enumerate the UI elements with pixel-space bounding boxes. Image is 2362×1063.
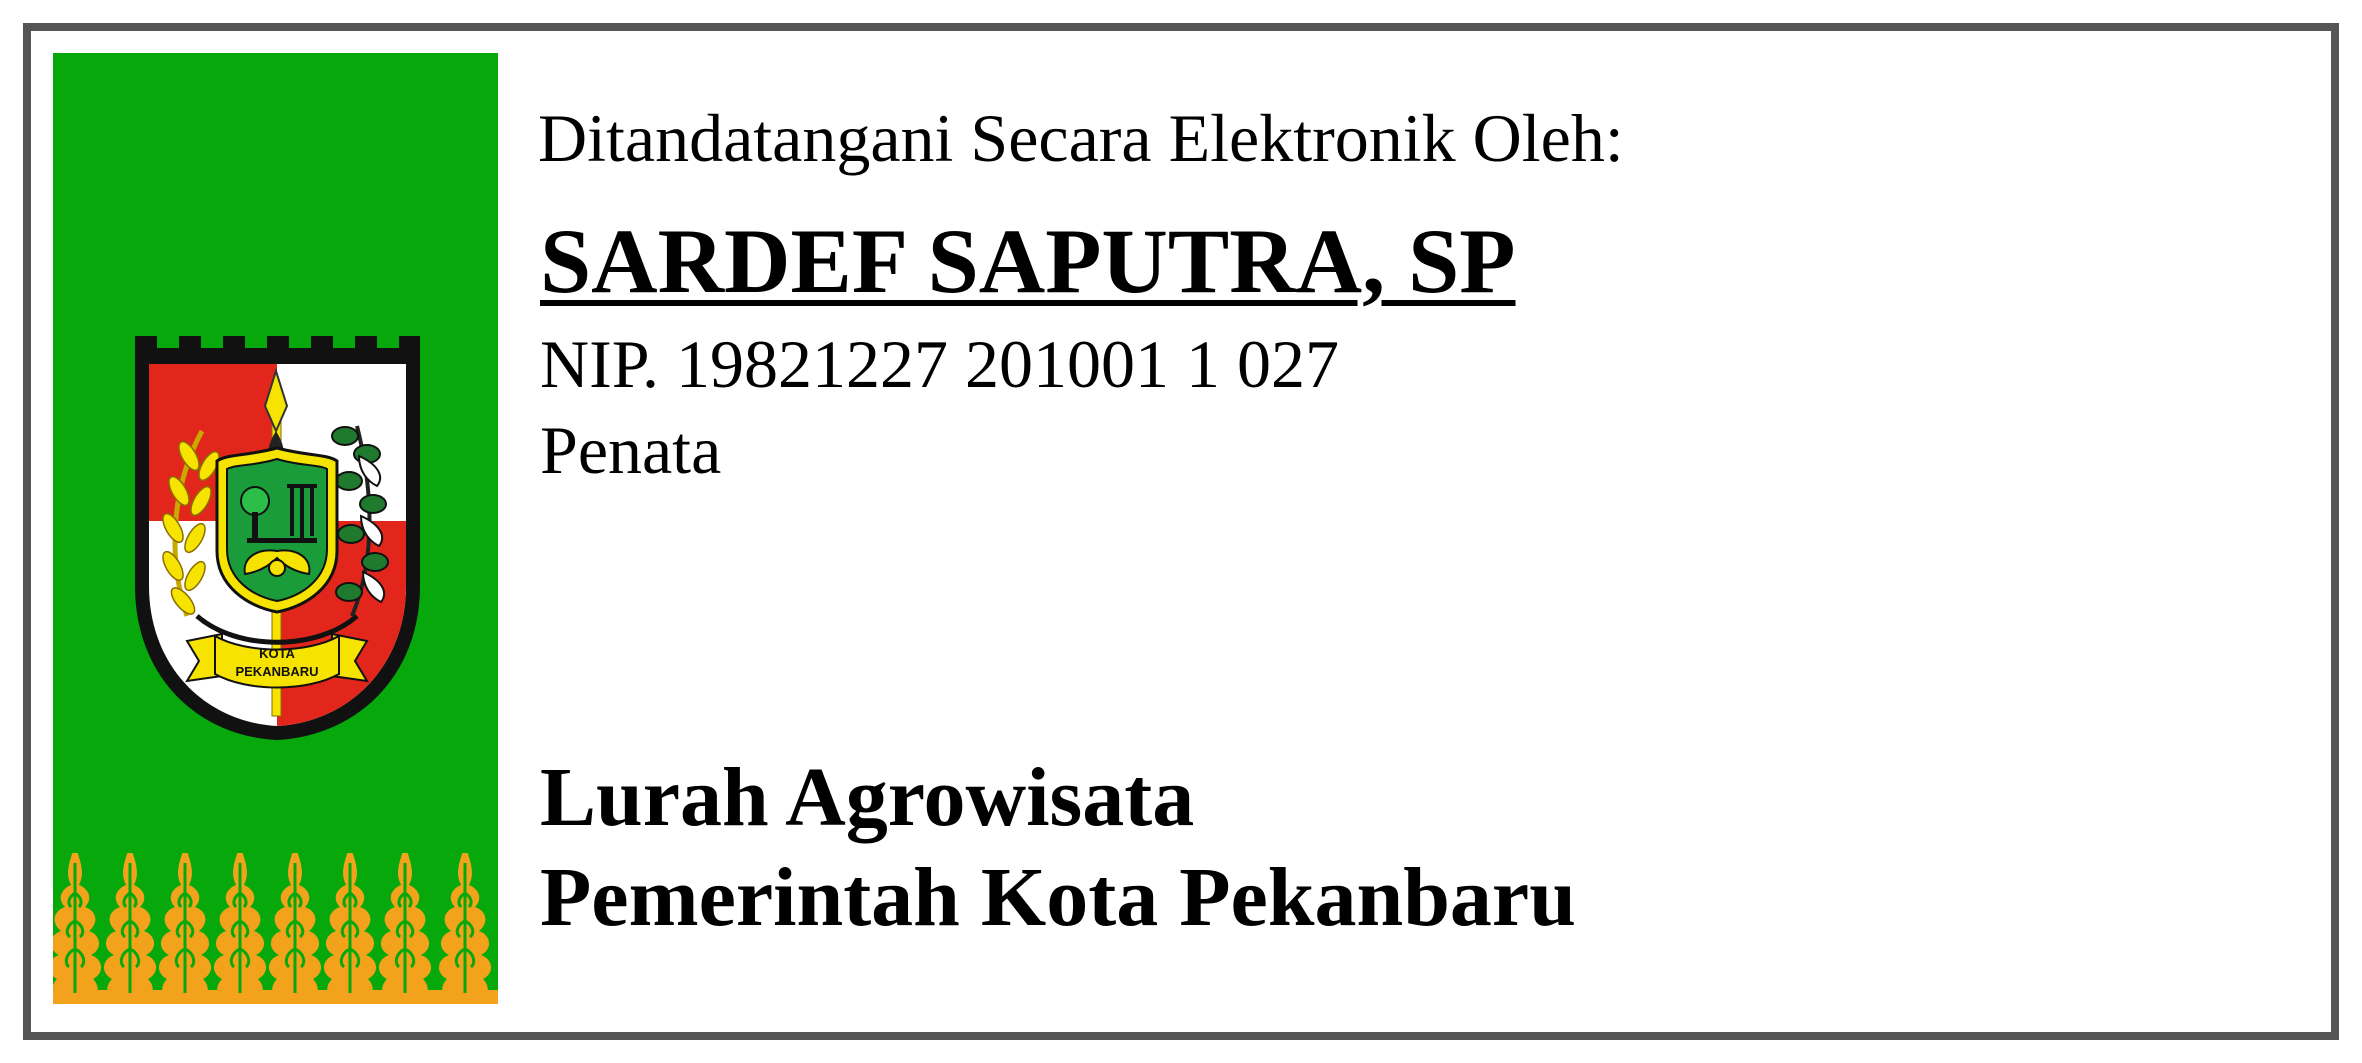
svg-text:KOTA: KOTA xyxy=(259,646,295,661)
signer-name: SARDEF SAPUTRA, SP xyxy=(540,210,1516,312)
signer-position: Lurah Agrowisata xyxy=(540,751,1195,844)
svg-text:PEKANBARU: PEKANBARU xyxy=(235,664,319,679)
emblem-panel xyxy=(53,53,498,1004)
pucuk-rebung-ornament-icon xyxy=(53,853,498,1004)
coat-of-arms-icon xyxy=(127,336,428,741)
signed-by-label: Ditandatangani Secara Elektronik Oleh: xyxy=(538,100,1624,176)
signer-office: Pemerintah Kota Pekanbaru xyxy=(540,851,1576,944)
signer-rank: Penata xyxy=(540,412,722,488)
signer-nip: NIP. 19821227 201001 1 027 xyxy=(540,326,1340,402)
